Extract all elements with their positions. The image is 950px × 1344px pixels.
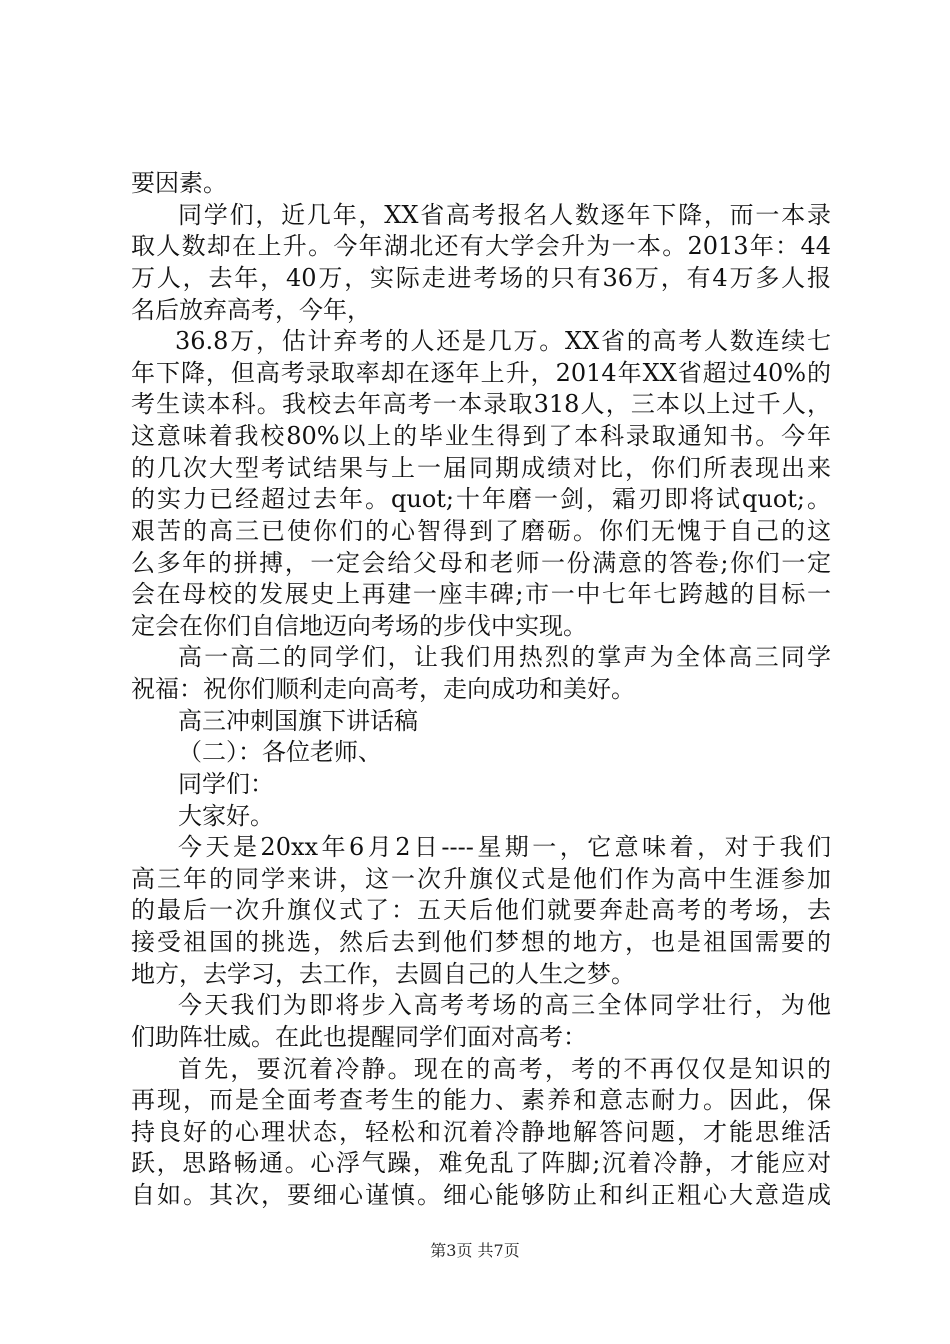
text-line: 们助阵壮威。在此也提醒同学们面对高考： [131, 1023, 587, 1051]
text-line: 今天我们为即将步入高考考场的高三全体同学壮行，为他 [178, 991, 831, 1019]
text-line: 持良好的心理状态，轻松和沉着冷静地解答问题，才能思维活 [131, 1118, 831, 1146]
text-line: 大家好。 [178, 802, 274, 830]
page-number-footer: 第3页 共7页 [430, 1241, 520, 1260]
text-line: 跃，思路畅通。心浮气躁，难免乱了阵脚;沉着冷静，才能应对 [131, 1149, 831, 1177]
text-line: 的实力已经超过去年。quot;十年磨一剑，霜刃即将试quot;。 [131, 485, 831, 513]
text-line: 地方，去学习，去工作，去圆自己的人生之梦。 [131, 960, 635, 988]
section-heading: 高三冲刺国旗下讲话稿 [178, 707, 418, 735]
text-line: 要因素。 [131, 169, 227, 197]
text-line: 万人，去年，40万，实际走进考场的只有36万，有4万多人报 [131, 264, 831, 292]
text-line: 会在母校的发展史上再建一座丰碑;市一中七年七跨越的目标一 [131, 580, 831, 608]
text-line: 定会在你们自信地迈向考场的步伐中实现。 [131, 612, 587, 640]
text-line: 同学们，近几年，XX省高考报名人数逐年下降，而一本录 [178, 201, 831, 229]
text-line: 祝福：祝你们顺利走向高考，走向成功和美好。 [131, 675, 635, 703]
text-line: 年下降，但高考录取率却在逐年上升，2014年XX省超过40%的 [131, 359, 831, 387]
text-line: 的最后一次升旗仪式了：五天后他们就要奔赴高考的考场，去 [131, 896, 831, 924]
text-line: （二）：各位老师、 [178, 738, 382, 766]
text-line: 接受祖国的挑选，然后去到他们梦想的地方，也是祖国需要的 [131, 928, 831, 956]
text-line: 同学们： [178, 770, 274, 798]
text-line: 今天是20xx年6月2日----星期一，它意味着，对于我们 [178, 833, 831, 861]
text-line: 高三年的同学来讲，这一次升旗仪式是他们作为高中生涯参加 [131, 865, 831, 893]
text-line: 高一高二的同学们，让我们用热烈的掌声为全体高三同学 [178, 643, 831, 671]
text-line: 再现，而是全面考查考生的能力、素养和意志耐力。因此，保 [131, 1086, 831, 1114]
text-line: 的几次大型考试结果与上一届同期成绩对比，你们所表现出来 [131, 454, 831, 482]
text-line: 取人数却在上升。今年湖北还有大学会升为一本。2013年：44 [131, 232, 831, 260]
text-line: 首先，要沉着冷静。现在的高考，考的不再仅仅是知识的 [178, 1055, 831, 1083]
text-line: 这意味着我校80%以上的毕业生得到了本科录取通知书。今年 [131, 422, 831, 450]
text-line: 么多年的拼搏，一定会给父母和老师一份满意的答卷;你们一定 [131, 549, 831, 577]
text-line: 艰苦的高三已使你们的心智得到了磨砺。你们无愧于自己的这 [131, 517, 831, 545]
text-line: 考生读本科。我校去年高考一本录取318人，三本以上过千人， [131, 390, 831, 418]
text-line: 名后放弃高考，今年， [131, 296, 371, 324]
text-line: 36.8万，估计弃考的人还是几万。XX省的高考人数连续七 [175, 327, 831, 355]
text-line: 自如。其次，要细心谨慎。细心能够防止和纠正粗心大意造成 [131, 1181, 831, 1209]
